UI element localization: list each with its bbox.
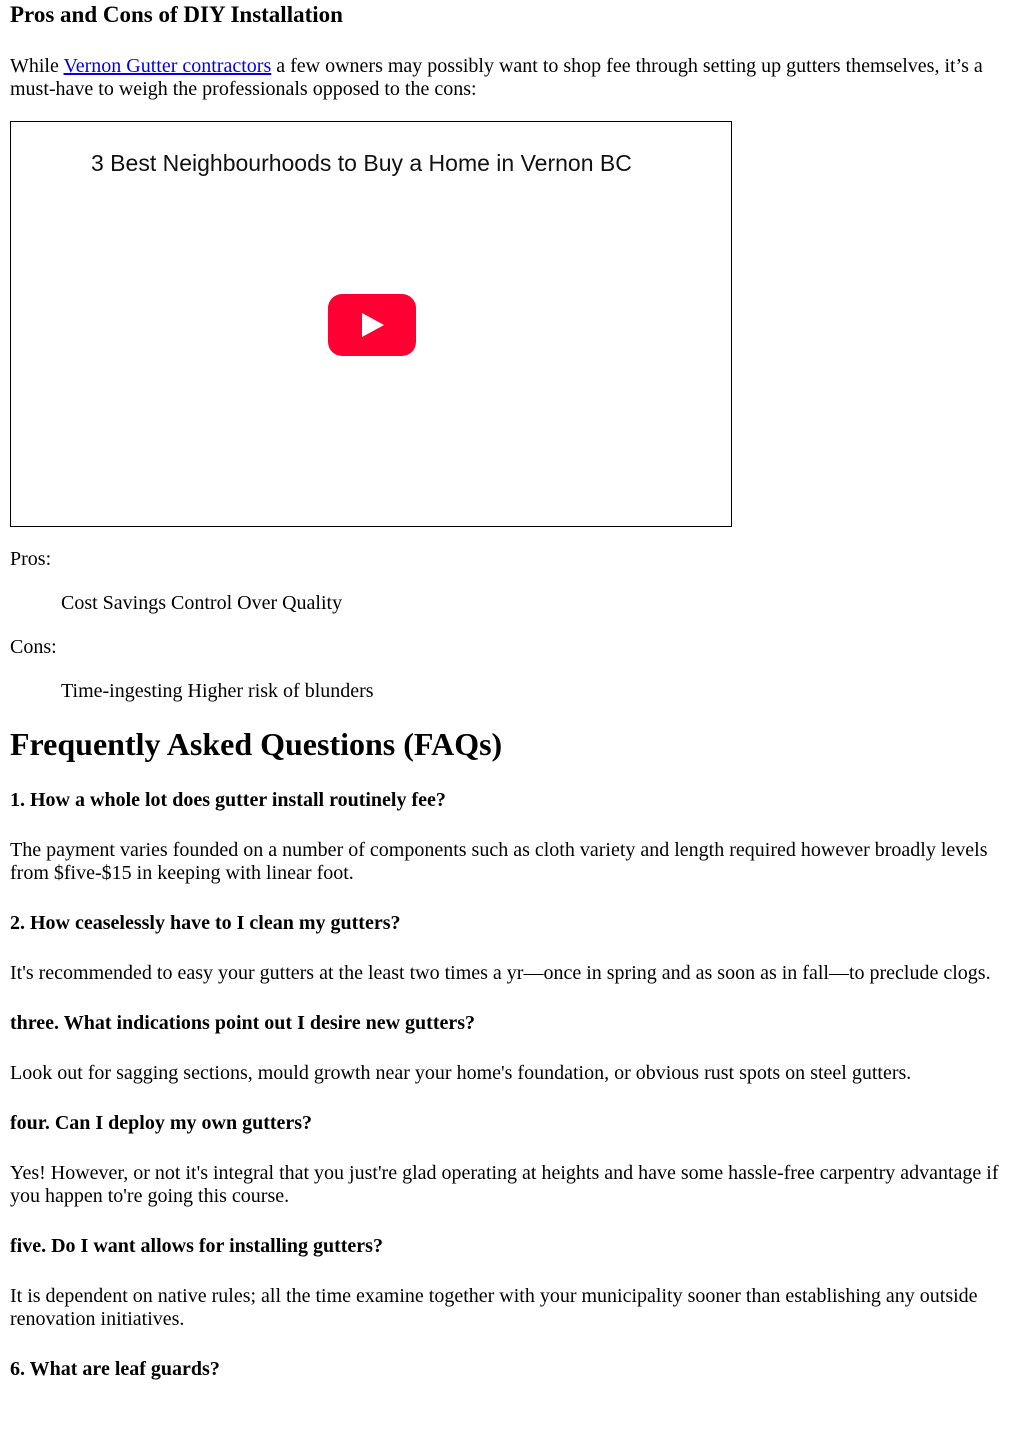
youtube-play-icon[interactable] (328, 294, 416, 356)
embedded-video[interactable] (10, 121, 732, 527)
play-triangle-icon (362, 313, 384, 337)
section-heading: Pros and Cons of DIY Installation (10, 2, 343, 27)
faq-answer-1: The payment varies founded on a number of components such as cloth variety and length required however broadly levels from $five-$15 in keeping with linear foot. (10, 839, 988, 884)
vernon-gutter-contractors-link[interactable]: Vernon Gutter contractors (63, 55, 272, 77)
faq-answer-4: Yes! However, or not it's integral that you just're glad operating at heights and have some hassle-free carpentry advantage if you happen to're going this course. (10, 1162, 999, 1207)
faq-question-6: 6. What are leaf guards? (10, 1358, 220, 1380)
intro-text-after: a few owners may possibly want to shop fee through setting up gutters themselves, it’s a must-have to weigh the professionals opposed to the cons: (10, 55, 983, 100)
faq-heading: Frequently Asked Questions (FAQs) (10, 726, 503, 762)
cons-items: Time-ingesting Higher risk of blunders (61, 680, 374, 702)
faq-question-5: five. Do I want allows for installing gutters? (10, 1235, 383, 1257)
intro-text-before: While (10, 55, 64, 77)
video-title[interactable]: 3 Best Neighbourhoods to Buy a Home in Vernon BC (91, 150, 632, 176)
faq-answer-5: It is dependent on native rules; all the time examine together with your municipality sooner than establishing any outside renovation initiatives. (10, 1285, 978, 1330)
faq-question-2: 2. How ceaselessly have to I clean my gutters? (10, 912, 401, 934)
pros-label: Pros: (10, 548, 52, 570)
intro-paragraph (10, 55, 1014, 101)
cons-label: Cons: (10, 636, 57, 658)
faq-question-1: 1. How a whole lot does gutter install routinely fee? (10, 789, 446, 811)
faq-question-3: three. What indications point out I desire new gutters? (10, 1012, 476, 1034)
faq-answer-2: It's recommended to easy your gutters at the least two times a yr—once in spring and as soon as in fall—to preclude clogs. (10, 962, 991, 984)
faq-answer-3: Look out for sagging sections, mould growth near your home's foundation, or obvious rust spots on steel gutters. (10, 1062, 912, 1084)
pros-items: Cost Savings Control Over Quality (61, 592, 343, 614)
faq-question-4: four. Can I deploy my own gutters? (10, 1112, 313, 1134)
